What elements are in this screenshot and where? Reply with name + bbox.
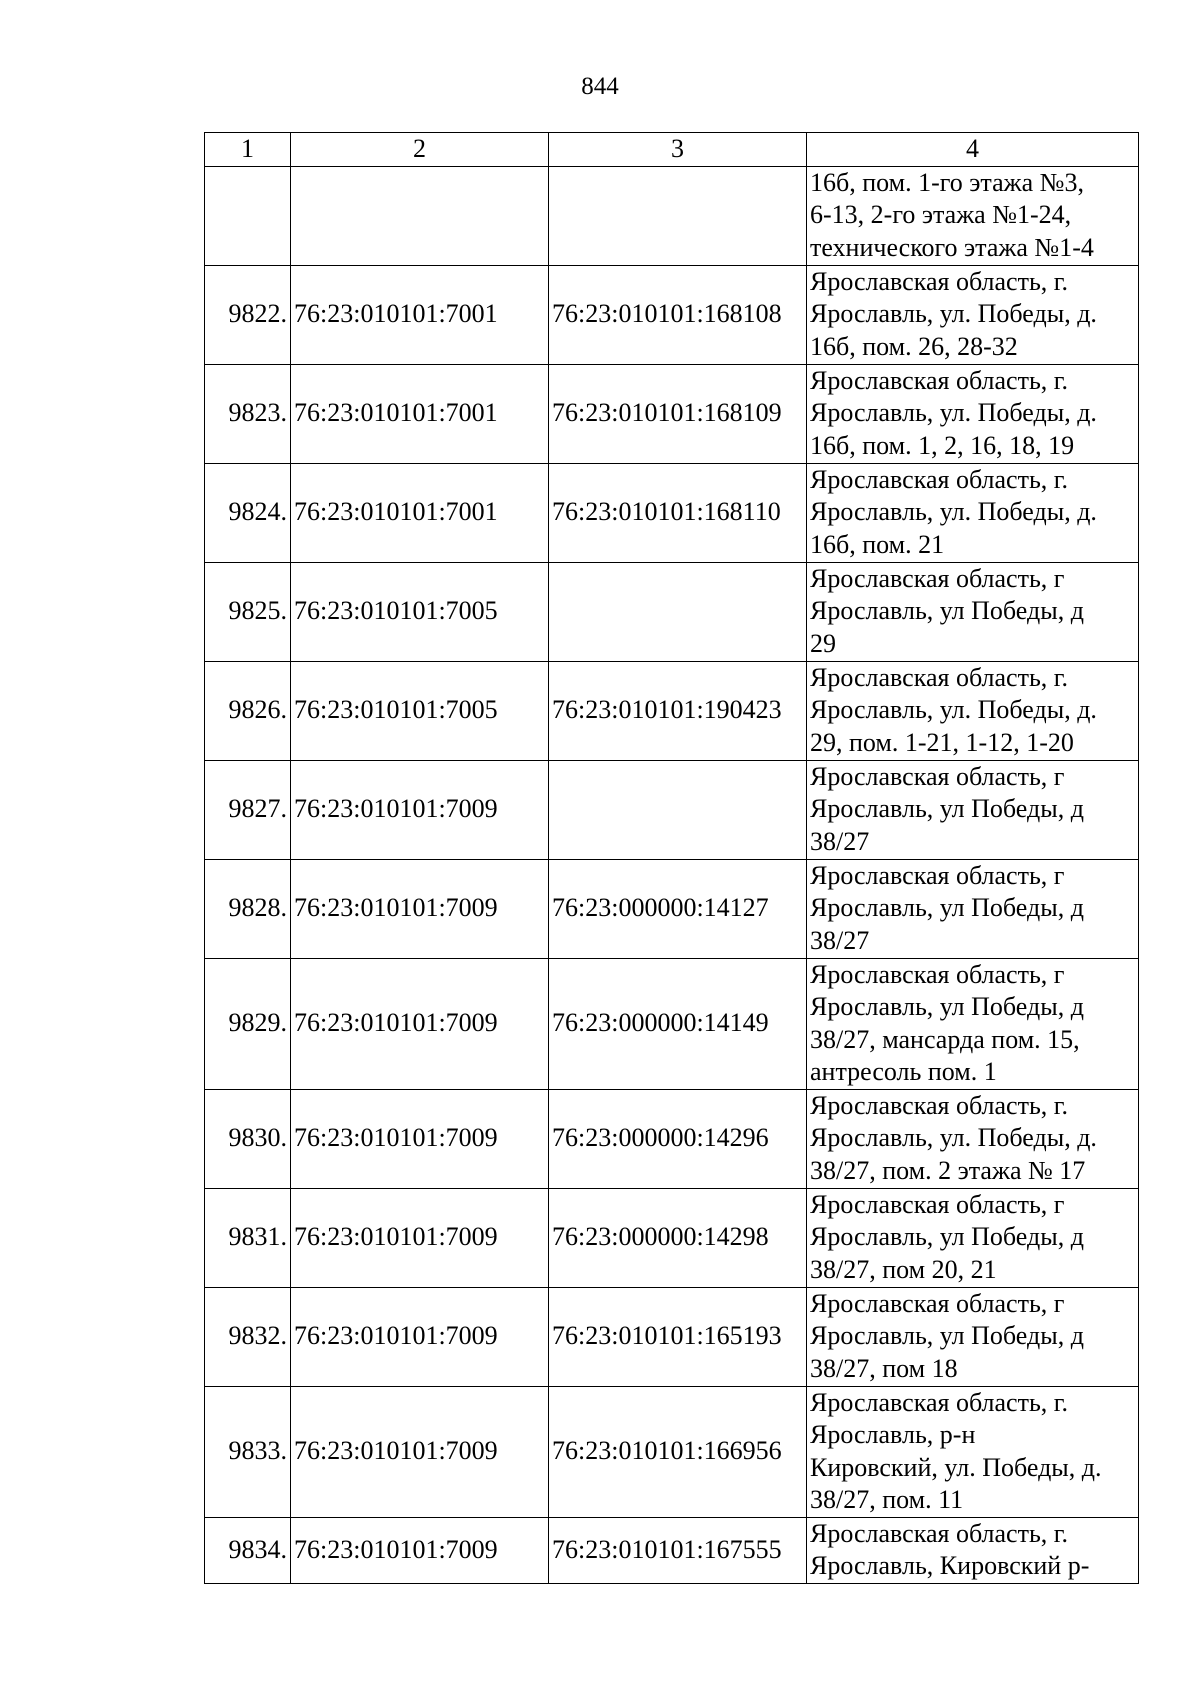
address-cell	[807, 1188, 1139, 1287]
cadastral-number-cell	[291, 166, 549, 265]
address-line: 38/27	[810, 826, 870, 856]
object-cadastral-number-cell: 76:23:010101:167555	[549, 1517, 807, 1583]
row-number-cell: 9826.	[205, 661, 291, 760]
row-number-cell: 9830.	[205, 1089, 291, 1188]
object-cadastral-number-cell: 76:23:000000:14127	[549, 859, 807, 958]
address-line: Ярославль, ул. Победы, д.	[810, 1123, 1097, 1153]
address-line: Ярославская область, г.	[810, 266, 1069, 296]
table-row	[205, 1287, 1139, 1386]
object-cadastral-number-cell	[549, 760, 807, 859]
column-header: 1	[205, 133, 291, 167]
address-line: Ярославль, ул Победы, д	[810, 794, 1084, 824]
table-header-row	[205, 133, 1139, 167]
cadastral-number-cell: 76:23:010101:7009	[291, 1188, 549, 1287]
object-cadastral-number-cell: 76:23:010101:168109	[549, 364, 807, 463]
address-cell	[807, 958, 1139, 1089]
address-line: 16б, пом. 1-го этажа №3,	[810, 167, 1084, 197]
address-line: 38/27	[810, 925, 870, 955]
address-line: Ярославль, ул Победы, д	[810, 1222, 1084, 1252]
address-line: Ярославль, ул. Победы, д.	[810, 695, 1097, 725]
table-row	[205, 661, 1139, 760]
address-line: 6-13, 2-го этажа №1-24,	[810, 200, 1072, 230]
table-row	[205, 166, 1139, 265]
object-cadastral-number-cell: 76:23:000000:14149	[549, 958, 807, 1089]
table-row	[205, 1188, 1139, 1287]
address-line: 16б, пом. 26, 28-32	[810, 331, 1018, 361]
table-row	[205, 364, 1139, 463]
address-cell	[807, 364, 1139, 463]
address-line: Ярославская область, г.	[810, 464, 1069, 494]
row-number-cell: 9831.	[205, 1188, 291, 1287]
address-line: Ярославская область, г.	[810, 662, 1069, 692]
cadastral-number-cell: 76:23:010101:7001	[291, 364, 549, 463]
address-line: 38/27, пом. 2 этажа № 17	[810, 1155, 1086, 1185]
table-row	[205, 1089, 1139, 1188]
object-cadastral-number-cell	[549, 562, 807, 661]
address-cell	[807, 265, 1139, 364]
table-row	[205, 760, 1139, 859]
row-number-cell: 9834.	[205, 1517, 291, 1583]
column-header: 3	[549, 133, 807, 167]
address-line: Ярославская область, г	[810, 1288, 1065, 1318]
address-line: Кировский, ул. Победы, д.	[810, 1452, 1102, 1482]
column-header: 4	[807, 133, 1139, 167]
address-line: Ярославская область, г	[810, 761, 1065, 791]
row-number-cell: 9832.	[205, 1287, 291, 1386]
address-line: Ярославская область, г	[810, 860, 1065, 890]
address-line: 38/27, пом 18	[810, 1353, 958, 1383]
address-line: 16б, пом. 1, 2, 16, 18, 19	[810, 430, 1075, 460]
address-line: Ярославская область, г	[810, 959, 1065, 989]
cadastral-number-cell: 76:23:010101:7001	[291, 265, 549, 364]
cadastral-number-cell: 76:23:010101:7005	[291, 562, 549, 661]
address-cell	[807, 562, 1139, 661]
address-line: Ярославль, ул Победы, д	[810, 1321, 1084, 1351]
object-cadastral-number-cell: 76:23:000000:14296	[549, 1089, 807, 1188]
cadastral-number-cell: 76:23:010101:7001	[291, 463, 549, 562]
object-cadastral-number-cell: 76:23:000000:14298	[549, 1188, 807, 1287]
address-line: Ярославль, ул. Победы, д.	[810, 299, 1097, 329]
cadastral-number-cell: 76:23:010101:7009	[291, 859, 549, 958]
cadastral-number-cell: 76:23:010101:7009	[291, 958, 549, 1089]
column-header: 2	[291, 133, 549, 167]
registry-table	[204, 132, 1139, 1584]
address-line: 29	[810, 628, 836, 658]
address-cell	[807, 859, 1139, 958]
address-cell	[807, 1287, 1139, 1386]
table-row	[205, 562, 1139, 661]
page-number: 844	[581, 73, 619, 100]
cadastral-number-cell: 76:23:010101:7009	[291, 1089, 549, 1188]
address-line: Ярославская область, г.	[810, 365, 1069, 395]
row-number-cell: 9828.	[205, 859, 291, 958]
address-line: Ярославль, ул. Победы, д.	[810, 497, 1097, 527]
table-row	[205, 1386, 1139, 1517]
address-line: Ярославль, Кировский р-	[810, 1551, 1090, 1580]
address-line: Ярославль, ул Победы, д	[810, 992, 1084, 1021]
object-cadastral-number-cell: 76:23:010101:190423	[549, 661, 807, 760]
cadastral-number-cell: 76:23:010101:7009	[291, 1386, 549, 1517]
row-number-cell: 9827.	[205, 760, 291, 859]
address-cell	[807, 1089, 1139, 1188]
address-line: 38/27, пом. 11	[810, 1485, 964, 1514]
object-cadastral-number-cell: 76:23:010101:166956	[549, 1386, 807, 1517]
address-line: антресоль пом. 1	[810, 1057, 997, 1086]
row-number-cell	[205, 166, 291, 265]
address-cell	[807, 1386, 1139, 1517]
address-line: 16б, пом. 21	[810, 529, 945, 559]
row-number-cell: 9833.	[205, 1386, 291, 1517]
object-cadastral-number-cell	[549, 166, 807, 265]
row-number-cell: 9824.	[205, 463, 291, 562]
row-number-cell: 9823.	[205, 364, 291, 463]
address-cell	[807, 1517, 1139, 1583]
address-line: Ярославская область, г.	[810, 1090, 1069, 1120]
address-cell	[807, 661, 1139, 760]
row-number-cell: 9822.	[205, 265, 291, 364]
row-number-cell: 9829.	[205, 958, 291, 1089]
address-line: Ярославская область, г.	[810, 1518, 1069, 1548]
address-line: Ярославль, ул Победы, д	[810, 893, 1084, 923]
address-line: 38/27, пом 20, 21	[810, 1254, 997, 1284]
cadastral-number-cell: 76:23:010101:7009	[291, 1287, 549, 1386]
address-line: Ярославская область, г.	[810, 1387, 1069, 1417]
address-line: технического этажа №1-4	[810, 232, 1094, 262]
cadastral-number-cell: 76:23:010101:7005	[291, 661, 549, 760]
address-cell	[807, 166, 1139, 265]
address-line: 29, пом. 1-21, 1-12, 1-20	[810, 727, 1074, 757]
address-cell	[807, 760, 1139, 859]
table-row	[205, 859, 1139, 958]
row-number-cell: 9825.	[205, 562, 291, 661]
table-row	[205, 958, 1139, 1089]
table-row	[205, 1517, 1139, 1583]
table-row	[205, 265, 1139, 364]
cadastral-number-cell: 76:23:010101:7009	[291, 760, 549, 859]
address-line: Ярославль, р-н	[810, 1420, 976, 1449]
address-cell	[807, 463, 1139, 562]
object-cadastral-number-cell: 76:23:010101:165193	[549, 1287, 807, 1386]
address-line: Ярославль, ул Победы, д	[810, 596, 1084, 626]
table-row	[205, 463, 1139, 562]
address-line: Ярославская область, г	[810, 1189, 1065, 1219]
object-cadastral-number-cell: 76:23:010101:168108	[549, 265, 807, 364]
address-line: Ярославская область, г	[810, 563, 1065, 593]
address-line: 38/27, мансарда пом. 15,	[810, 1024, 1080, 1054]
object-cadastral-number-cell: 76:23:010101:168110	[549, 463, 807, 562]
address-line: Ярославль, ул. Победы, д.	[810, 398, 1097, 428]
cadastral-number-cell: 76:23:010101:7009	[291, 1517, 549, 1583]
